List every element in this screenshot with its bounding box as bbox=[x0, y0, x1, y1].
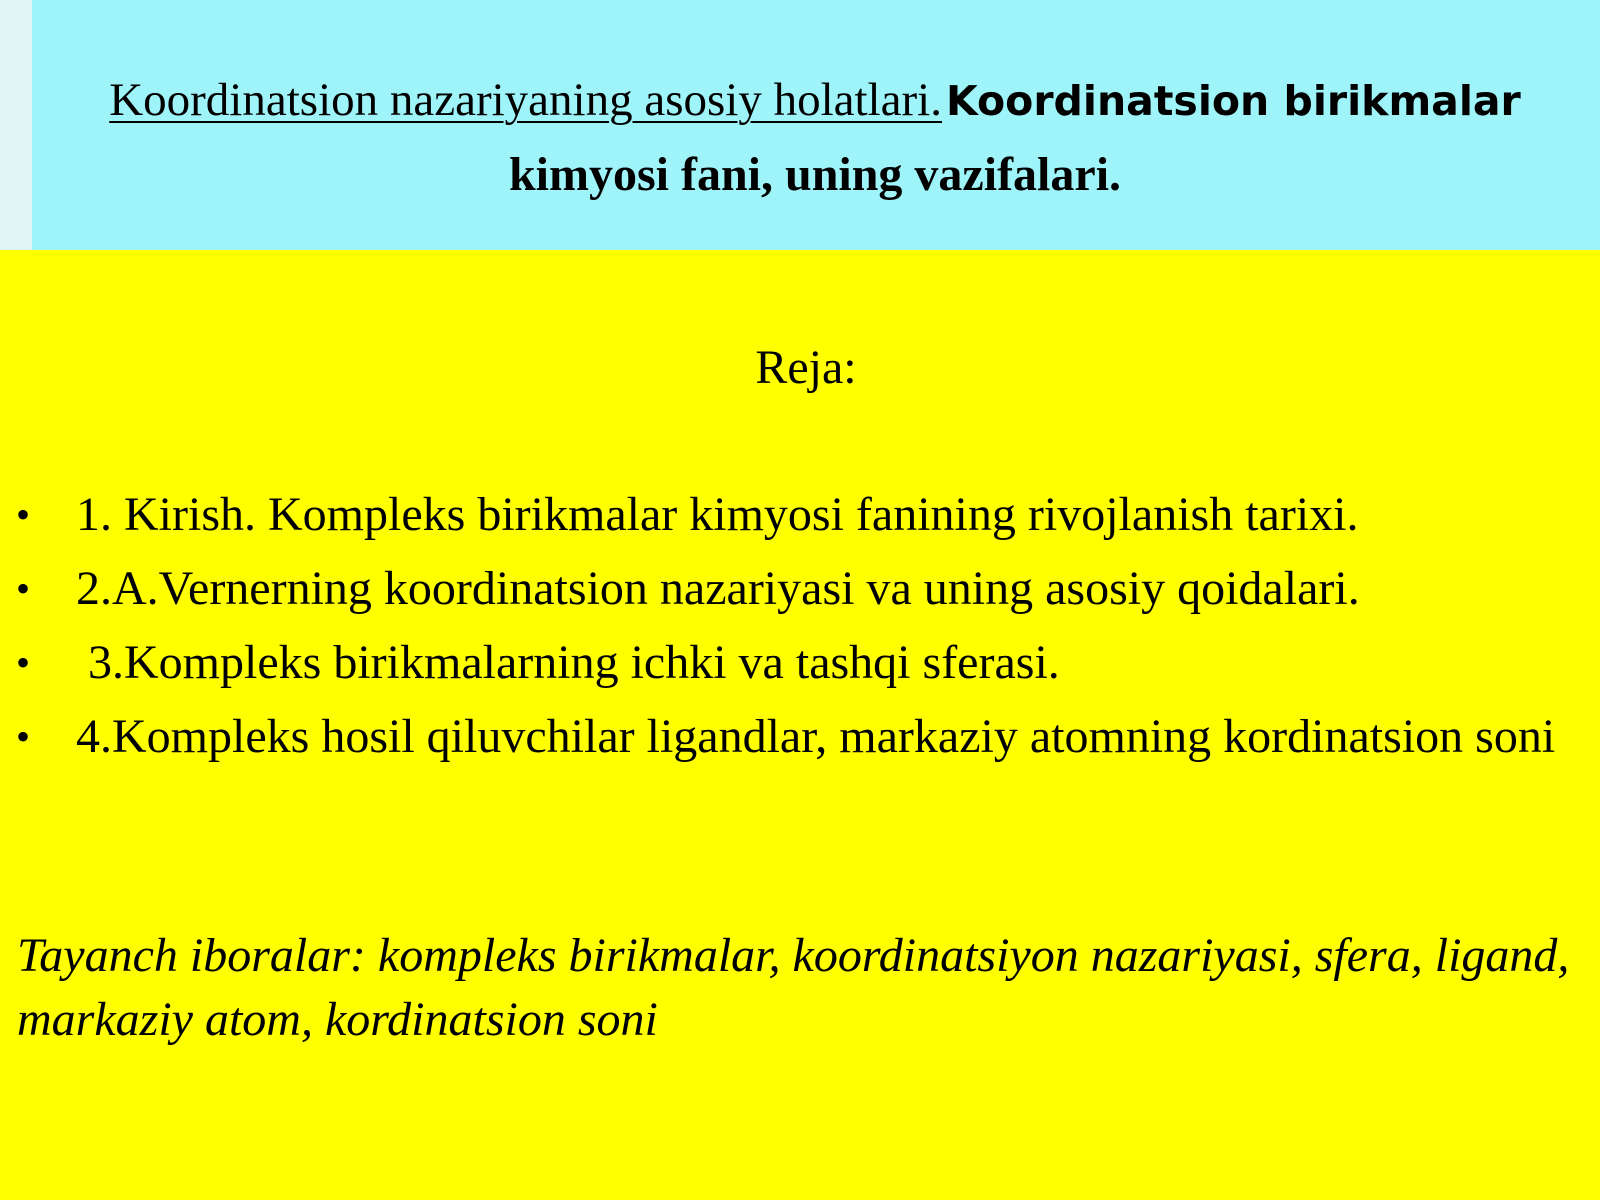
plan-item-text: 3.Kompleks birikmalarning ichki va tashqi sferasi. bbox=[76, 636, 1060, 689]
bullet-icon: • bbox=[16, 566, 31, 611]
bullet-icon: • bbox=[16, 640, 31, 685]
plan-item-3 bbox=[0, 631, 1580, 695]
keywords-paragraph: Tayanch iboralar: kompleks birikmalar, koordinatsiyon nazariyasi, sfera, ligand, markaziy atom, kordinatsion soni bbox=[17, 929, 1570, 1046]
plan-item-4 bbox=[0, 705, 1580, 769]
title-bold-serif-part: kimyosi fani, uning vazifalari. bbox=[508, 148, 1122, 201]
plan-item-1 bbox=[0, 483, 1580, 547]
bullet-icon: • bbox=[16, 492, 31, 537]
plan-item-text: 4.Kompleks hosil qiluvchilar ligandlar, markaziy atomning kordinatsion soni bbox=[76, 710, 1556, 763]
plan-item-2 bbox=[0, 557, 1580, 621]
slide-title bbox=[40, 68, 1590, 218]
plan-item-text: 1. Kirish. Kompleks birikmalar kimyosi fanining rivojlanish tarixi. bbox=[76, 488, 1359, 541]
plan-list bbox=[0, 483, 1580, 779]
title-bold-sans-part: Koordinatsion birikmalar bbox=[945, 77, 1521, 125]
title-underlined-part: Koordinatsion nazariyaning asosiy holatlari. bbox=[109, 74, 942, 126]
plan-heading: Reja: bbox=[755, 341, 857, 394]
plan-item-text: 2.A.Vernerning koordinatsion nazariyasi va uning asosiy qoidalari. bbox=[76, 562, 1360, 615]
banner-edge-strip bbox=[0, 0, 32, 250]
bullet-icon: • bbox=[16, 714, 31, 759]
title-banner bbox=[0, 0, 1600, 250]
